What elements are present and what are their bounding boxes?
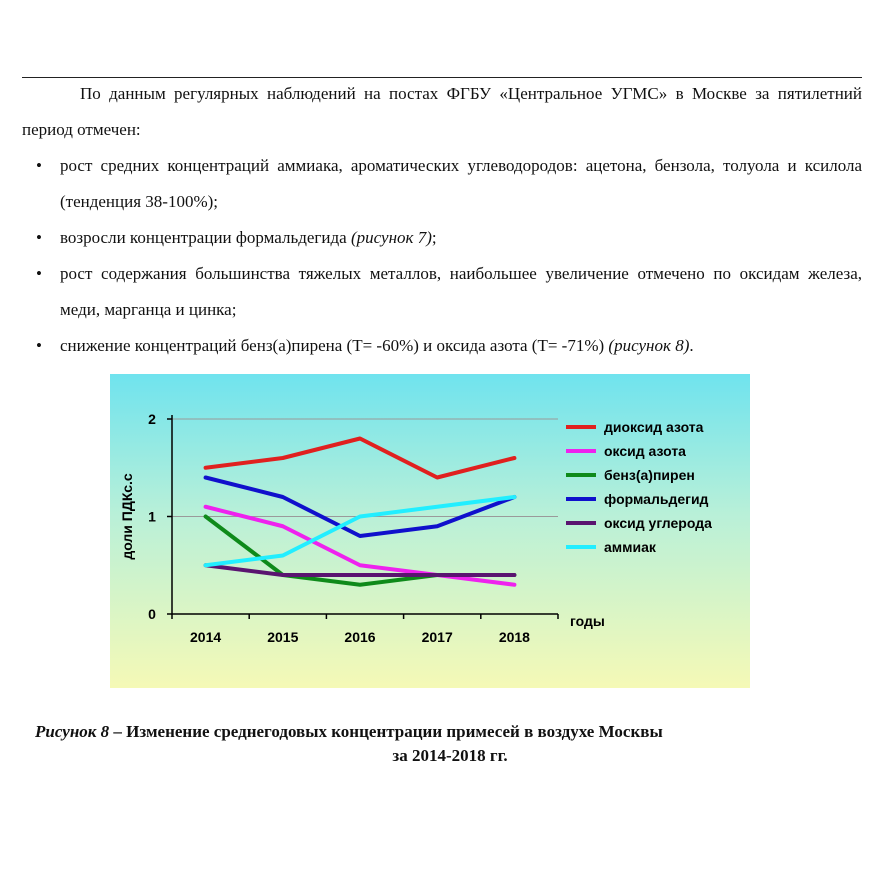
x-tick-label: 2014 [190,629,222,645]
bullet-tail: ; [431,228,437,247]
y-tick-label: 1 [148,508,156,525]
intro-paragraph: По данным регулярных наблюдений на постах ФГБУ «Центральное УГМС» в Москве за пятилетний период отмечен: [22,84,862,139]
x-tick-label: 2018 [498,629,530,645]
bullet-text: рост средних концентраций аммиака, ароматических углеводородов: ацетона, бензола, толуола и ксилола (тенденция 38-100%); [60,156,862,211]
figure-caption-line2: за 2014-2018 гг. [392,746,508,765]
figure-label: Рисунок 8 [35,722,110,741]
figure-caption-text: – Изменение среднегодовых концентрации примесей в воздухе Москвы [109,722,663,741]
bullet-decrease [22,328,862,364]
figure-ref: (рисунок 8) [608,336,690,355]
bullet-ammonia [22,148,862,220]
figure-ref: (рисунок 7) [350,228,432,247]
bullet-text: снижение концентраций бенз(а)пирена (Т= -60%) и оксида азота (Т= -71%) [60,336,609,355]
legend-label: формальдегид [604,491,709,507]
figure-caption-line1 [35,720,875,744]
bullet-text: рост содержания большинства тяжелых металлов, наибольшее увеличение отмечено по оксидам железа, меди, марганца и цинка; [60,264,862,319]
series-line [206,478,515,537]
bullet-text: возросли концентрации формальдегида [60,228,351,247]
bullet-tail: . [689,336,694,355]
legend-label: аммиак [604,539,656,555]
legend-label: оксид углерода [604,515,712,531]
bullet-formaldehyde [22,220,862,256]
series-line [206,439,515,478]
legend-label: бенз(а)пирен [604,467,695,483]
line-chart [110,374,750,688]
x-tick-label: 2017 [421,629,453,645]
legend-label: оксид азота [604,443,686,459]
y-axis-label: доли ПДКс.с [119,473,135,560]
x-tick-label: 2015 [267,629,299,645]
x-tick-label: 2016 [344,629,376,645]
chart-panel [110,374,750,688]
y-tick-label: 2 [148,411,156,427]
findings-list [22,148,862,364]
bullet-metals [22,256,862,328]
x-axis-label: годы [570,613,605,629]
y-tick-label: 0 [148,606,156,622]
legend-label: диоксид азота [604,419,704,435]
series-line [206,497,515,565]
